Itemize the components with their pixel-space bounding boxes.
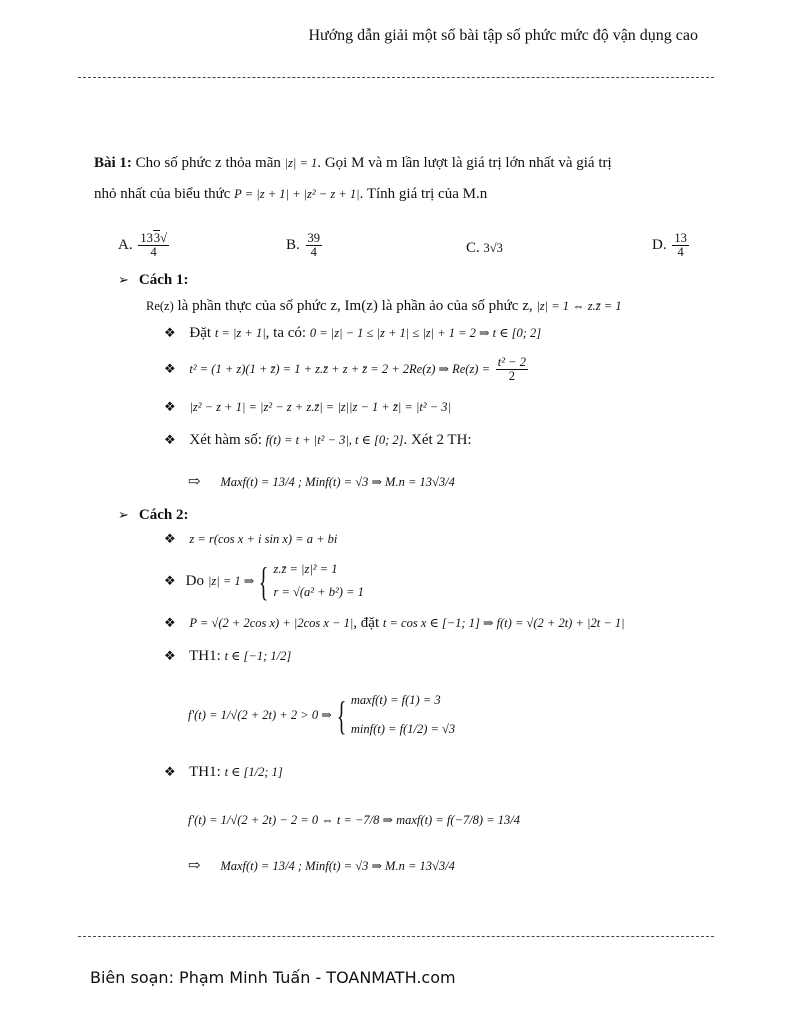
diamond-bullet-icon: ❖ [164, 531, 176, 546]
method-1-title: ➢ Cách 1: [118, 272, 189, 288]
implies-arrow-icon: ⇨ [188, 858, 201, 874]
method-1-step-2: ❖ t² = (1 + z)(1 + z̄) = 1 + z.z̄ + z + z̄ = 2 + 2Re(z) ⇒ Re(z) = $\frac{\text{t² − 2}}{2}$ [164, 355, 526, 384]
method-1-intro: Re(z) là phần thực của số phức z, Im(z) là phần ảo của số phức z, |z| = 1 ⇔ z.z̄ = 1 [146, 298, 622, 314]
left-brace: { [259, 558, 269, 604]
implies-arrow-icon: ⇨ [188, 474, 201, 490]
problem-text: . Gọi M và m lần lượt là giá trị lớn nhất và giá trị [317, 155, 612, 171]
footer-divider [78, 936, 714, 937]
diamond-bullet-icon: ❖ [164, 615, 176, 630]
problem-line-2 [94, 186, 487, 203]
method-2-case-2: ❖ TH1: t ∈ [1/2; 1] [164, 764, 283, 780]
method-1-step-1: ❖ Đặt t = |z + 1|, ta có: 0 = |z| − 1 ≤ |z + 1| ≤ |z| + 1 = 2 ⇒ t ∈ [0; 2] [164, 325, 542, 341]
method-2-step-2: ❖ Do |z| = 1 ⇒ { z.z̄ = |z|² = 1 r = √(a² + b²) = 1 [164, 558, 364, 604]
method-2-case-1-derivative: f'(t) = 1/√(2 + 2t) + 2 > 0 ⇒ { maxf(t) = f(1) = 3 minf(t) = f(1/2) = √3 [188, 692, 456, 738]
left-brace: { [336, 692, 347, 738]
option-letter: D. [652, 237, 667, 254]
diamond-bullet-icon: ❖ [164, 432, 176, 447]
diamond-bullet-icon: ❖ [164, 764, 176, 779]
problem-text: Cho số phức z thỏa mãn [135, 155, 281, 171]
problem-text: nhỏ nhất của biểu thức [94, 186, 231, 202]
method-1-step-4: ❖ Xét hàm số: f(t) = t + |t² − 3|, t ∈ [0; 2]. Xét 2 TH: [164, 432, 472, 448]
option-value: 3√3 [483, 241, 503, 255]
option-value: $\frac{13}{4}$ [674, 231, 687, 260]
arrow-bullet-icon: ➢ [118, 507, 129, 522]
page-header: Hướng dẫn giải một số bài tập số phức mức độ vận dụng cao [308, 27, 698, 44]
option-letter: B. [286, 237, 300, 254]
diamond-bullet-icon: ❖ [164, 648, 176, 663]
option-c [466, 240, 503, 257]
problem-text: . Tính giá trị của M.n [359, 186, 488, 202]
diamond-bullet-icon: ❖ [164, 573, 176, 588]
option-a [118, 232, 171, 259]
problem-line-1 [94, 155, 612, 172]
problem-condition: |z| = 1 [284, 156, 318, 170]
option-d [652, 232, 691, 259]
option-letter: C. [466, 240, 480, 256]
option-b [286, 232, 324, 259]
method-2-step-3: ❖ P = √(2 + 2cos x) + |2cos x − 1|, đặt t = cos x ∈ [−1; 1] ⇒ f(t) = √(2 + 2t) + |2t − 1| [164, 615, 625, 631]
diamond-bullet-icon: ❖ [164, 399, 176, 414]
method-2-case-1: ❖ TH1: t ∈ [−1; 1/2] [164, 648, 292, 664]
method-2-step-1: ❖ z = r(cos x + i sin x) = a + bi [164, 531, 338, 546]
option-letter: A. [118, 237, 133, 254]
diamond-bullet-icon: ❖ [164, 361, 176, 377]
method-2-title: ➢ Cách 2: [118, 507, 189, 523]
page-footer: Biên soạn: Phạm Minh Tuấn - TOANMATH.com [90, 968, 456, 987]
header-divider [78, 77, 714, 78]
method-2-case-2-derivative: f'(t) = 1/√(2 + 2t) − 2 = 0 ⇔ t = −7/8 ⇒ maxf(t) = f(−7/8) = 13/4 [188, 813, 521, 827]
problem-label: Bài 1: [94, 155, 132, 171]
problem-expression: P = |z + 1| + |z² − z + 1| [234, 187, 360, 201]
diamond-bullet-icon: ❖ [164, 325, 176, 340]
option-value: $\frac{39}{4}$ [307, 231, 321, 260]
method-1-step-3: ❖ |z² − z + 1| = |z² − z + z.z̄| = |z||z − 1 + z̄| = |t² − 3| [164, 399, 451, 414]
method-1-result: ⇨ Maxf(t) = 13/4 ; Minf(t) = √3 ⇒ M.n = 13√3/4 [188, 474, 455, 490]
arrow-bullet-icon: ➢ [118, 272, 129, 287]
option-value: $\frac{133√}{4}$ [140, 231, 167, 260]
method-2-result: ⇨ Maxf(t) = 13/4 ; Minf(t) = √3 ⇒ M.n = 13√3/4 [188, 858, 455, 874]
